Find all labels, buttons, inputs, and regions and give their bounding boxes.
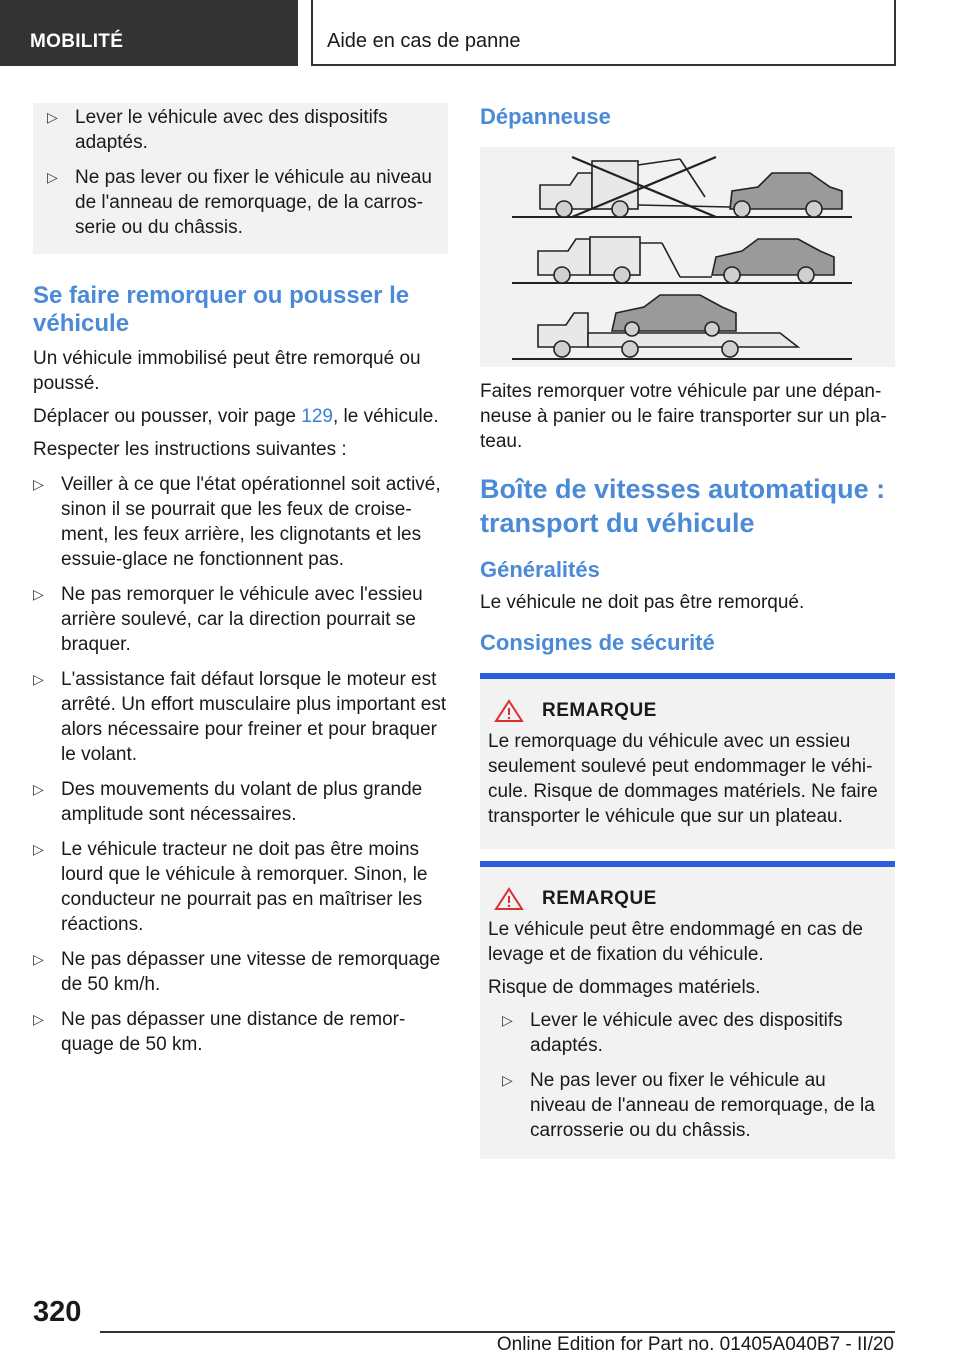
list-item: ▷ Lever le véhicule avec des dispositifs adaptés. xyxy=(502,1010,843,1056)
list-item: ▷ Ne pas lever ou fixer le véhicule au niveau de l'anneau de remorquage, de la carrosserie ou du châssis. xyxy=(502,1070,875,1141)
notice-title: REMARQUE xyxy=(542,700,657,721)
tow-follow-text: Respecter les instructions suivantes : xyxy=(33,439,347,460)
triangle-right-outline-icon: ▷ xyxy=(33,586,44,602)
list-item: ▷ Ne pas dépasser une vitesse de remorquage de 50 km/h. xyxy=(33,949,441,995)
list-item: ▷ Ne pas dépasser une distance de remorquage de 50 km. xyxy=(33,1009,406,1055)
gearbox-heading: Boîte de vitesses automatique : transport du véhicule xyxy=(480,474,886,538)
triangle-right-outline-icon: ▷ xyxy=(47,109,58,125)
page-link[interactable]: 129 xyxy=(301,406,333,427)
triangle-right-outline-icon: ▷ xyxy=(33,951,44,967)
safety-heading: Consignes de sécurité xyxy=(480,630,715,655)
list-item: ▷ Le véhicule tracteur ne doit pas être moins lourd que le véhicule à remorquer. Sinon, le conducteur ne pourrait pas en maîtriser les réactions. xyxy=(33,839,428,935)
depanneuse-heading: Dépanneuse xyxy=(480,104,611,129)
triangle-right-outline-icon: ▷ xyxy=(47,169,58,185)
notice-text-2: Risque de dommages matériels. xyxy=(488,977,761,998)
triangle-right-outline-icon: ▷ xyxy=(33,476,44,492)
warning-triangle-icon xyxy=(494,699,524,723)
towing-illustration xyxy=(480,147,895,367)
list-item: ▷ Lever le véhicule avec des dispositifs adaptés. xyxy=(47,107,388,153)
general-text: Le véhicule ne doit pas être remorqué. xyxy=(480,592,805,613)
edition-text: Online Edition for Part no. 01405A040B7 - II/20 xyxy=(496,1334,894,1355)
notice-box-1 xyxy=(480,673,895,849)
depanneuse-caption: Faites remorquer votre véhicule par une dépanneuse à panier ou le faire transporter sur un plateau. xyxy=(480,381,887,452)
tow-move-text: Déplacer ou pousser, voir page 129, le véhicule. xyxy=(33,406,439,427)
notice-title: REMARQUE xyxy=(542,888,657,909)
notice-header xyxy=(488,887,881,911)
triangle-right-outline-icon: ▷ xyxy=(33,671,44,687)
page-header xyxy=(0,0,960,66)
top-box-list xyxy=(47,105,438,240)
list-item: ▷ Ne pas lever ou fixer le véhicule au niveau de l'anneau de remorquage, de la carrosserie ou du châssis. xyxy=(47,167,432,238)
tow-intro: Un véhicule immobilisé peut être remorqué ou poussé. xyxy=(33,348,421,394)
warning-triangle-icon xyxy=(494,887,524,911)
section-title: MOBILITÉ xyxy=(0,0,298,66)
page-number: 320 xyxy=(33,1296,82,1328)
notice-text: Le remorquage du véhicule avec un essieu seulement soulevé peut endommager le véhicule. Risque de dommages matériels. Ne faire transporter le véhicule que sur un plateau. xyxy=(488,731,878,827)
triangle-right-outline-icon: ▷ xyxy=(502,1012,513,1028)
triangle-right-outline-icon: ▷ xyxy=(502,1072,513,1088)
top-info-box xyxy=(33,103,448,254)
triangle-right-outline-icon: ▷ xyxy=(33,781,44,797)
left-column xyxy=(33,103,448,1057)
list-item: ▷ Veiller à ce que l'état opérationnel soit activé, sinon il se pourrait que les feux de croisement, les feux arrière, les clignotants et les essuie-glace ne fonctionnent pas. xyxy=(33,474,441,570)
tow-instructions-list xyxy=(33,472,448,1057)
list-item: ▷ Ne pas remorquer le véhicule avec l'essieu arrière soulevé, car la direction pourrait se braquer. xyxy=(33,584,423,655)
triangle-right-outline-icon: ▷ xyxy=(33,1011,44,1027)
tow-truck-diagram xyxy=(480,147,895,367)
list-item: ▷ Des mouvements du volant de plus grande amplitude sont nécessaires. xyxy=(33,779,423,825)
notice-header xyxy=(488,699,881,723)
notice-text-1: Le véhicule peut être endommagé en cas de levage et de fixation du véhicule. xyxy=(488,919,863,965)
notice-list xyxy=(502,1008,881,1143)
chapter-title: Aide en cas de panne xyxy=(311,0,896,66)
tow-heading: Se faire remorquer ou pousser le véhicule xyxy=(33,282,410,337)
notice-box-2 xyxy=(480,861,895,1159)
triangle-right-outline-icon: ▷ xyxy=(33,841,44,857)
footer-divider xyxy=(100,1331,895,1333)
right-column xyxy=(480,103,895,1159)
list-item: ▷ L'assistance fait défaut lorsque le moteur est arrêté. Un effort musculaire plus important est alors nécessaire pour freiner et pour braquer le volant. xyxy=(33,669,447,765)
general-heading: Généralités xyxy=(480,557,600,582)
